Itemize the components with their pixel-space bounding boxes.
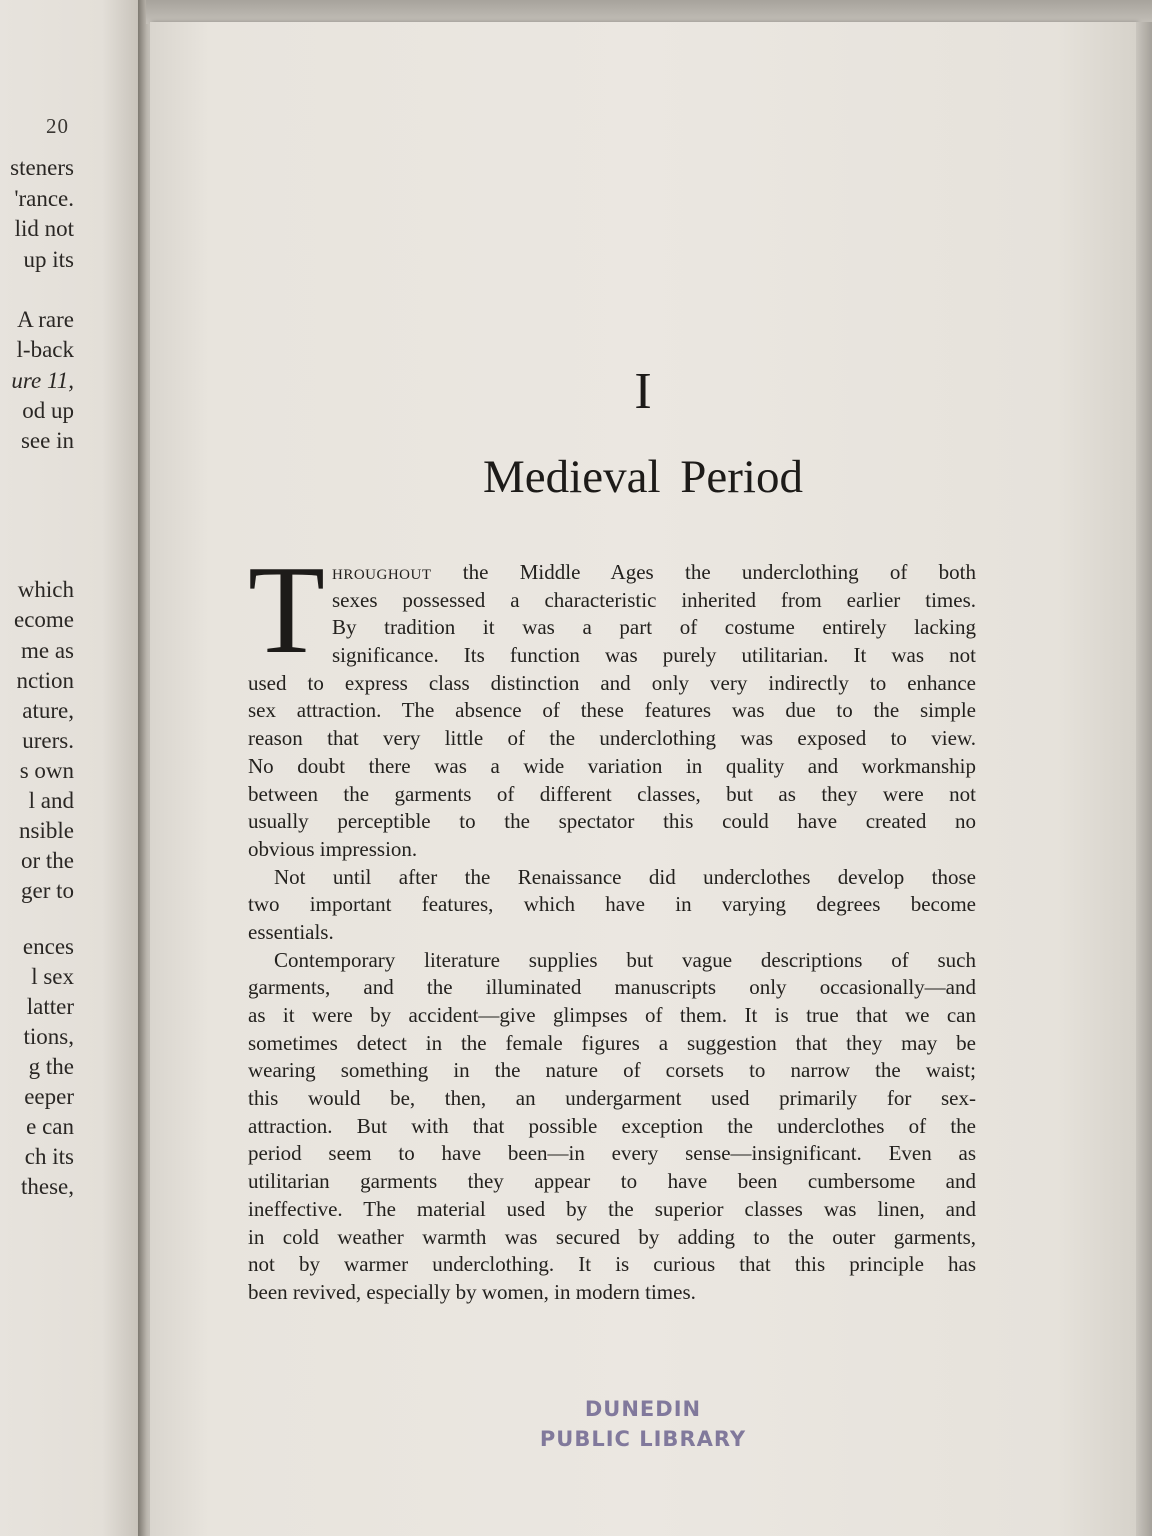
left-text-line: ch its: [24, 1144, 74, 1169]
left-text-line: ecome: [13, 607, 74, 632]
left-text-line: me as: [20, 638, 74, 663]
left-text-line: e can: [26, 1114, 74, 1139]
left-text-line: tions,: [23, 1024, 74, 1049]
left-text-line: l and: [28, 788, 74, 813]
text-line: attraction. But with that possible exception the underclothes of the: [248, 1113, 976, 1138]
left-text-line: A rare: [17, 307, 74, 332]
stamp-line-2: PUBLIC LIBRARY: [539, 1427, 747, 1451]
left-text-line: nsible: [19, 818, 74, 843]
left-text-line: s own: [19, 758, 74, 783]
left-page: [0, 0, 146, 1536]
body-text: [248, 559, 976, 1307]
left-text-line: steners: [10, 155, 74, 180]
text-line: utilitarian garments they appear to have been cumbersome and: [248, 1169, 976, 1194]
text-line: Contemporary literature supplies but vague descriptions of such: [274, 947, 976, 972]
text-line: two important features, which have in varying degrees become: [248, 892, 976, 917]
text-line: between the garments of different classes, but as they were not: [248, 781, 976, 806]
left-text-line: latter: [26, 994, 74, 1019]
chapter-title: Medieval Period: [483, 451, 803, 503]
text-line: as it were by accident—give glimpses of them. It is true that we can: [248, 1003, 976, 1027]
text-line: [332, 559, 976, 587]
text-line: obvious impression.: [248, 836, 418, 861]
left-text-line: urers.: [22, 728, 74, 753]
text-line: No doubt there was a wide variation in quality and workmanship: [248, 753, 976, 778]
text-line: usually perceptible to the spectator this could have created no: [248, 809, 976, 834]
first-line-rest: the Middle Ages the underclothing of both: [431, 560, 976, 584]
text-line: been revived, especially by women, in modern times.: [248, 1279, 696, 1304]
left-text-line: ences: [22, 934, 74, 959]
left-text-line: l-back: [16, 337, 74, 362]
left-text-line: or the: [20, 848, 74, 873]
stamp-line-1: DUNEDIN: [584, 1397, 702, 1421]
left-text-line: g the: [28, 1054, 74, 1079]
text-line: period seem to have been—in every sense—insignificant. Even as: [248, 1141, 976, 1166]
left-text-line: up its: [23, 247, 74, 272]
text-line: sexes possessed a characteristic inherited from earlier times.: [332, 587, 976, 612]
page-top-shadow: [146, 0, 1152, 24]
text-line: used to express class distinction and only very indirectly to enhance: [248, 670, 976, 695]
text-line: this would be, then, an undergarment used primarily for sex-: [248, 1086, 976, 1111]
left-text-line: 'rance.: [14, 186, 74, 211]
text-line: reason that very little of the underclothing was exposed to view.: [248, 726, 976, 751]
first-word-smallcaps: hroughout: [332, 560, 432, 584]
left-text-line: which: [17, 577, 74, 602]
left-text-line: lid not: [14, 216, 74, 241]
left-text-line: nction: [16, 668, 74, 693]
text-line: significance. Its function was purely utilitarian. It was not: [332, 643, 976, 668]
page-edge: [1136, 22, 1152, 1536]
text-line: sometimes detect in the female figures a suggestion that they may be: [248, 1030, 976, 1055]
library-stamp: [150, 1394, 1136, 1454]
right-page: [150, 22, 1136, 1536]
left-text-line: ure 11,: [11, 368, 74, 393]
text-line: garments, and the illuminated manuscripts only occasionally—and: [248, 975, 976, 1000]
left-text-line: od up: [22, 398, 74, 423]
text-line: wearing something in the nature of corsets to narrow the waist;: [248, 1058, 976, 1083]
text-line: Not until after the Renaissance did underclothes develop those: [274, 864, 976, 889]
left-text-line: l sex: [31, 964, 74, 989]
chapter-numeral: I: [634, 363, 652, 420]
left-text-line: ature,: [22, 698, 74, 723]
left-text-line: ger to: [20, 878, 74, 903]
left-text-line: eeper: [24, 1084, 74, 1109]
text-line: By tradition it was a part of costume entirely lacking: [332, 615, 976, 640]
left-text-line: see in: [20, 428, 74, 453]
text-line: ineffective. The material used by the superior classes was linen, and: [248, 1196, 976, 1221]
left-text-line: these,: [20, 1174, 74, 1199]
text-line: not by warmer underclothing. It is curious that this principle has: [248, 1252, 976, 1277]
page-number: 20: [46, 114, 69, 138]
text-line: essentials.: [248, 919, 334, 944]
text-line: in cold weather warmth was secured by adding to the outer garments,: [248, 1224, 976, 1249]
text-line: sex attraction. The absence of these features was due to the simple: [248, 698, 976, 723]
drop-cap: T: [248, 541, 325, 680]
